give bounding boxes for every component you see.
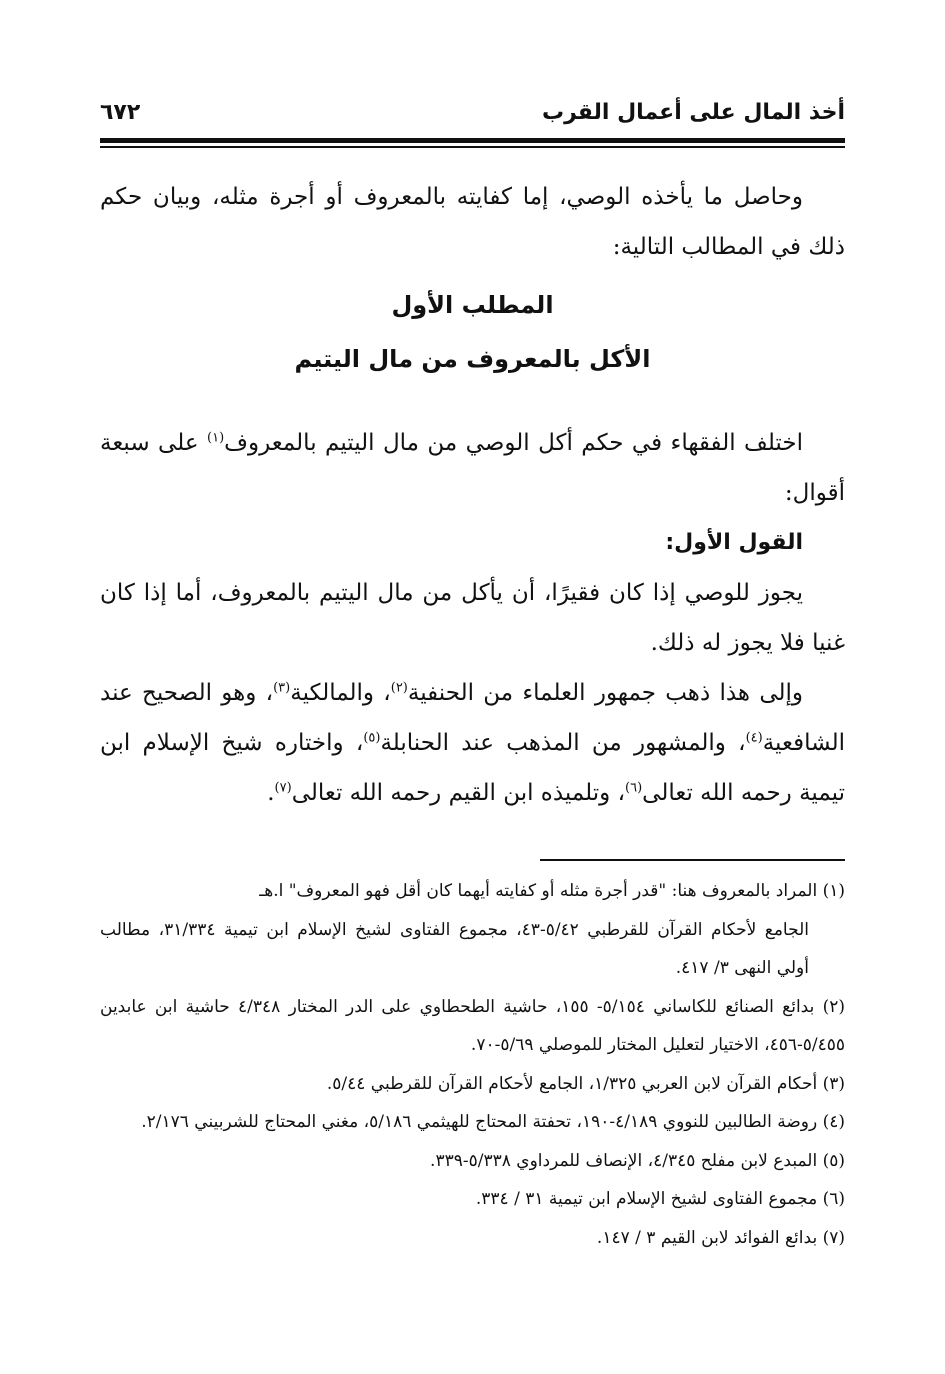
paragraph-scholars — [100, 668, 845, 818]
paragraph-opinions-intro — [100, 418, 845, 518]
paragraph-text: ، وتلميذه ابن القيم رحمه الله تعالى — [291, 780, 626, 806]
footnote-ref: (٢) — [390, 680, 408, 696]
paragraph-text: ، والمشهور من المذهب عند الحنابلة — [380, 730, 746, 756]
section-subheading: الأكل بالمعروف من مال اليتيم — [294, 345, 651, 373]
paragraph-text: وإلى هذا ذهب جمهور العلماء من الحنفية — [407, 680, 804, 706]
paragraph-first-opinion: يجوز للوصي إذا كان فقيرًا، أن يأكل من مال اليتيم بالمعروف، أما إذا كان غنيا فلا يجوز له ذلك. — [100, 580, 845, 656]
footnote-ref: (١) — [207, 430, 225, 446]
footnote-separator — [540, 859, 845, 861]
section-heading: المطلب الأول — [391, 291, 554, 319]
footnote-ref: (٣) — [273, 680, 291, 696]
first-opinion-label: القول الأول: — [665, 530, 803, 555]
paragraph-text: . — [267, 780, 275, 806]
footnote-1: (١) المراد بالمعروف هنا: "قدر أجرة مثله أو كفايته أيهما كان أقل فهو المعروف" ا.هـ — [259, 881, 845, 901]
paragraph-text: اختلف الفقهاء في حكم أكل الوصي من مال اليتيم بالمعروف — [224, 430, 803, 456]
running-title: أخذ المال على أعمال القرب — [541, 100, 845, 125]
footnote-ref: (٥) — [363, 730, 381, 746]
footnote-2: (٢) بدائع الصنائع للكاساني ٥/١٥٤- ١٥٥، حاشية الطحطاوي على الدر المختار ٤/٣٤٨ حاشية ابن عابدين ٥/٤٥٥-٤٥٦، الاختيار لتعليل المختار للموصلي ٥/٦٩-٧٠. — [100, 996, 845, 1055]
intro-paragraph: وحاصل ما يأخذه الوصي، إما كفايته بالمعروف أو أجرة مثله، وبيان حكم ذلك في المطالب التالية: — [100, 184, 845, 260]
footnote-7: (٧) بدائع الفوائد لابن القيم ٣ / ١٤٧. — [596, 1227, 845, 1248]
footnote-4: (٤) روضة الطالبين للنووي ٤/١٨٩-١٩٠، تحفتة المحتاج للهيثمي ٥/١٨٦، مغني المحتاج للشربيني ٢/١٧٦. — [141, 1112, 845, 1132]
paragraph-text: ، واختاره شيخ الإسلام ابن تيمية رحمه الله تعالى — [100, 730, 845, 806]
running-header — [100, 100, 845, 134]
main-text — [100, 172, 845, 818]
page-number: ٦٧٢ — [100, 100, 141, 125]
paragraph-text: على سبعة أقوال: — [100, 430, 845, 506]
footnote-1-continued: الجامع لأحكام القرآن للقرطبي ٥/٤٢-٤٣، مجموع الفتاوى لشيخ الإسلام ابن تيمية ٣١/٣٣٤، مطالب أولي النهى ٣/ ٤١٧. — [100, 919, 809, 978]
header-rule-thin — [100, 146, 845, 148]
paragraph-text: ، وهو الصحيح عند الشافعية — [100, 680, 846, 756]
footnote-ref: (٤) — [745, 730, 763, 746]
header-rule-thick — [100, 138, 845, 143]
footnote-ref: (٧) — [274, 780, 292, 796]
footnote-ref: (٦) — [625, 780, 643, 796]
paragraph-text: ، والمالكية — [290, 680, 391, 706]
footnote-3: (٣) أحكام القرآن لابن العربي ١/٣٢٥، الجامع لأحكام القرآن للقرطبي ٥/٤٤. — [326, 1073, 845, 1094]
footnote-6: (٦) مجموع الفتاوى لشيخ الإسلام ابن تيمية ٣١ / ٣٣٤. — [475, 1189, 845, 1209]
footnotes — [100, 872, 845, 1257]
footnote-5: (٥) المبدع لابن مفلح ٤/٣٤٥، الإنصاف للمرداوي ٥/٣٣٨-٣٣٩. — [430, 1150, 845, 1171]
